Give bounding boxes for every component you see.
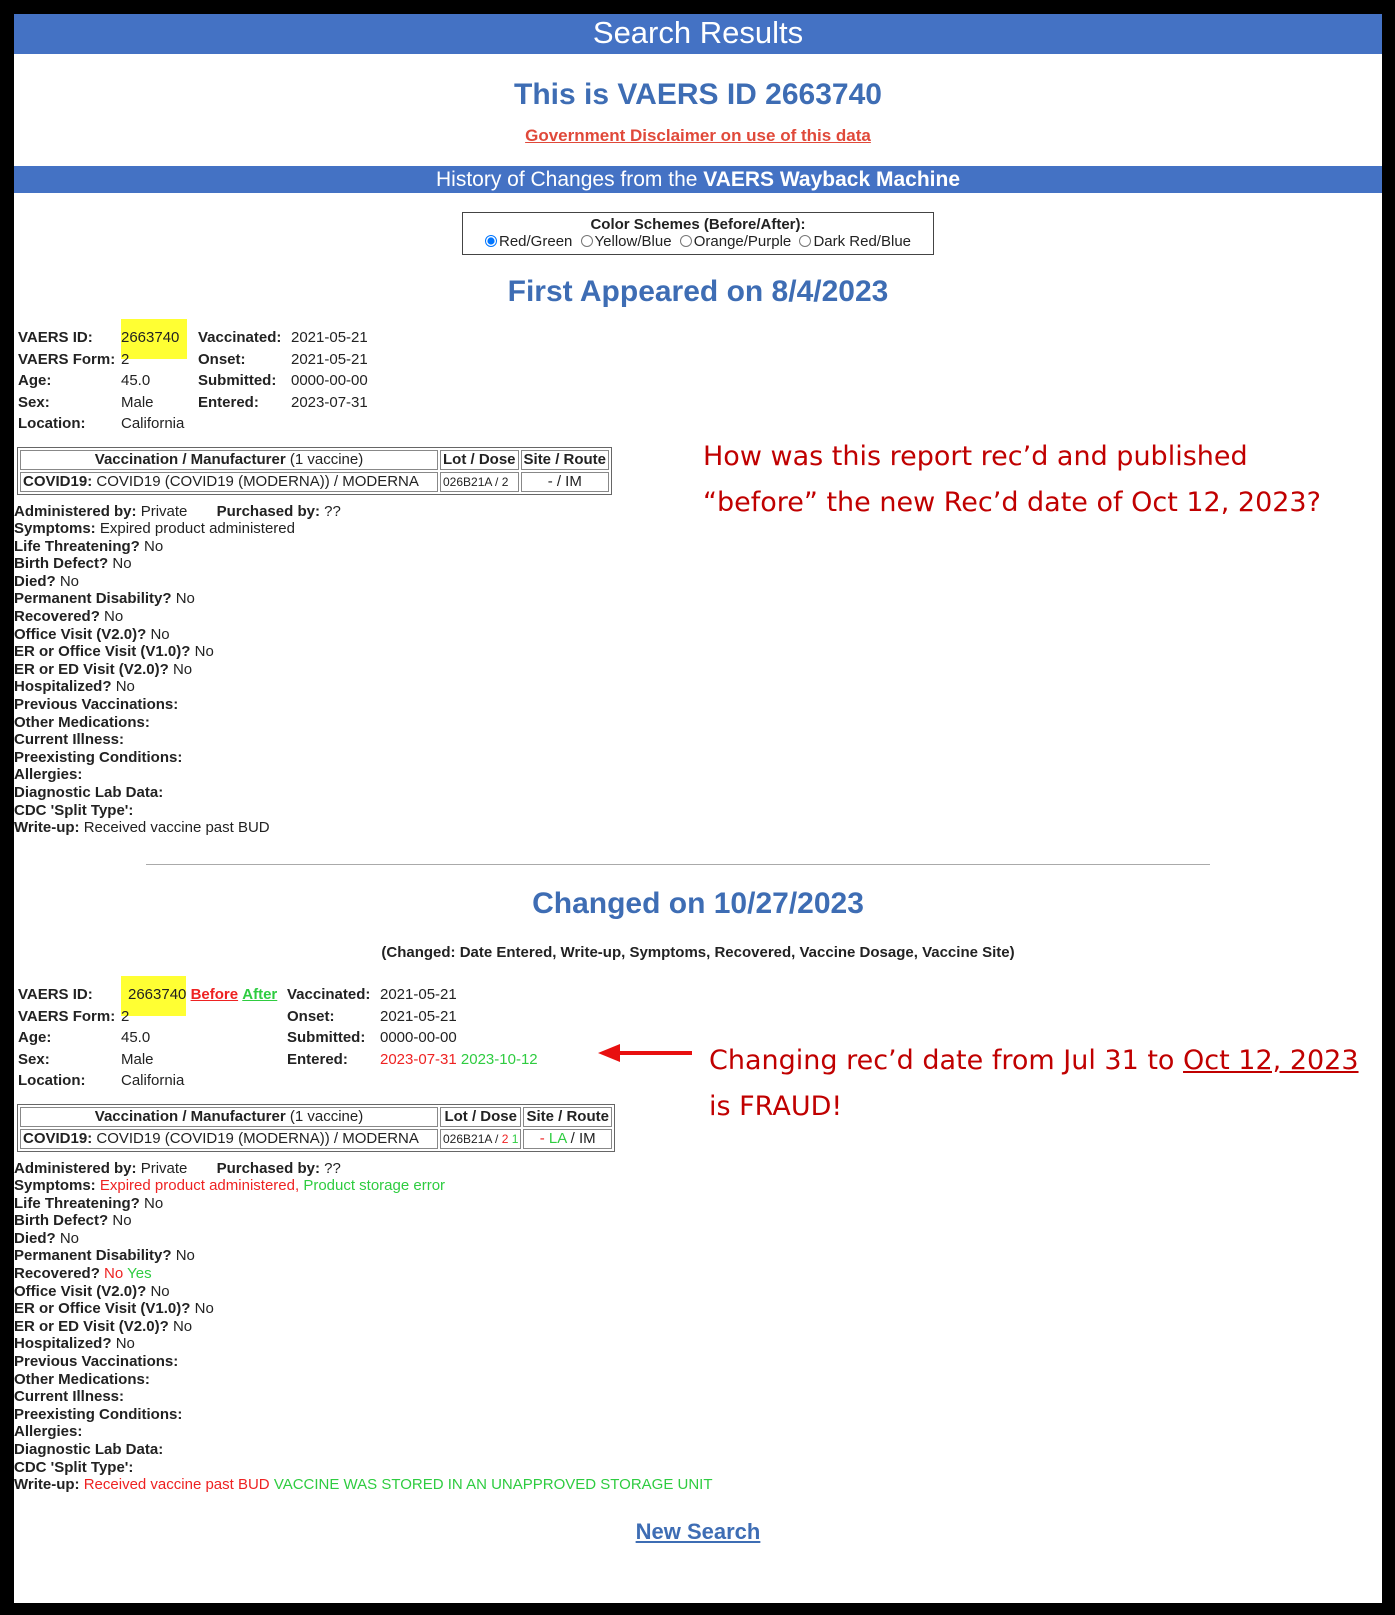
label-age: Age: [18, 1029, 52, 1046]
changed-current-illness-row: Current Illness: [14, 1388, 125, 1406]
scheme-option-orange-purple[interactable]: Orange/Purple [680, 233, 792, 250]
color-scheme-title: Color Schemes (Before/After): [590, 216, 806, 233]
changed-allergies-row: Allergies: [14, 1423, 83, 1441]
red-arrow-icon [598, 1041, 694, 1065]
label-vaers-id: VAERS ID: [18, 986, 93, 1003]
page-title: This is VAERS ID 2663740 [514, 78, 882, 111]
changed-birth-defect-row: Birth Defect? No [14, 1212, 132, 1230]
changed-vaccinated: 2021-05-21 [380, 986, 457, 1003]
label-entered: Entered: [198, 393, 259, 411]
first-office-visit-row: Office Visit (V2.0)? No [14, 625, 170, 643]
scheme-radio-red-green[interactable] [485, 235, 497, 247]
first-write-up-row: Write-up: Received vaccine past BUD [14, 819, 270, 837]
first-entered: 2023-07-31 [291, 393, 368, 411]
changed-details [14, 1160, 1382, 1494]
first-symptoms-row: Symptoms: Expired product administered [14, 520, 295, 538]
changed-administered-row: Administered by: Private Purchased by: ?? [14, 1159, 341, 1177]
changed-other-meds-row: Other Medications: [14, 1370, 150, 1388]
label-onset: Onset: [198, 350, 246, 368]
changed-preexisting-row: Preexisting Conditions: [14, 1405, 183, 1423]
changed-died-row: Died? No [14, 1229, 80, 1247]
label-onset: Onset: [287, 1007, 335, 1025]
first-vaccine-table [17, 447, 612, 495]
label-vaers-form: VAERS Form: [18, 1007, 116, 1025]
changed-split-type-row: CDC 'Split Type': [14, 1458, 134, 1476]
scheme-radio-yellow-blue[interactable] [581, 235, 593, 247]
changed-vaers-form: 2 [121, 1007, 130, 1025]
scheme-option-red-green[interactable]: Red/Green [485, 233, 572, 250]
label-submitted: Submitted: [198, 372, 277, 389]
first-previous-vax-row: Previous Vaccinations: [14, 696, 179, 714]
first-died-row: Died? No [14, 572, 80, 590]
first-onset: 2021-05-21 [291, 350, 368, 368]
first-disability-row: Permanent Disability? No [14, 590, 195, 608]
first-recovered-row: Recovered? No [14, 608, 124, 626]
changed-sex: Male [121, 1050, 154, 1068]
changed-previous-vax-row: Previous Vaccinations: [14, 1353, 179, 1371]
first-age: 45.0 [121, 372, 151, 389]
changed-vaers-id: 2663740 Before After [120, 984, 286, 1006]
first-vaccine-name: COVID19: COVID19 (COVID19 (MODERNA)) / MODERNA [20, 472, 438, 492]
first-appeared-title: First Appeared on 8/4/2023 [507, 275, 889, 308]
disclaimer-link[interactable]: Government Disclaimer on use of this data [525, 126, 871, 145]
changed-office-visit-row: Office Visit (V2.0)? No [14, 1282, 170, 1300]
before-link[interactable]: Before [190, 986, 239, 1003]
history-bar-bold: VAERS Wayback Machine [703, 168, 961, 191]
changed-location: California [121, 1072, 185, 1089]
site-col-header: Site / Route [523, 1107, 612, 1127]
label-sex: Sex: [18, 393, 50, 411]
first-split-type-row: CDC 'Split Type': [14, 801, 134, 819]
first-site-route: - / IM [521, 472, 610, 492]
changed-subtitle: (Changed: Date Entered, Write-up, Symptoms, Recovered, Vaccine Dosage, Vaccine Site) [381, 944, 1015, 961]
first-lot-dose: 026B21A / 2 [440, 472, 519, 492]
page-frame [14, 14, 1382, 1603]
changed-er-ed-row: ER or ED Visit (V2.0)? No [14, 1317, 193, 1335]
after-link[interactable]: After [242, 986, 278, 1003]
first-other-meds-row: Other Medications: [14, 713, 150, 731]
scheme-option-dark-red-blue[interactable]: Dark Red/Blue [799, 233, 911, 250]
history-bar-prefix: History of Changes from the [435, 168, 704, 191]
first-allergies-row: Allergies: [14, 766, 83, 784]
label-vaers-id: VAERS ID: [18, 329, 93, 346]
changed-entered: 2023-07-31 2023-10-12 [380, 1050, 538, 1068]
changed-onset: 2021-05-21 [380, 1007, 457, 1025]
label-location: Location: [18, 415, 86, 432]
changed-recovered-row: Recovered? No Yes [14, 1265, 152, 1283]
first-er-office-row: ER or Office Visit (V1.0)? No [14, 643, 214, 661]
lot-col-header: Lot / Dose [440, 1107, 521, 1127]
changed-vaccine-table [17, 1104, 615, 1152]
first-details [14, 503, 1382, 837]
changed-write-up-row: Write-up: Received vaccine past BUD VACCINE WAS STORED IN AN UNAPPROVED STORAGE UNIT [14, 1476, 713, 1494]
changed-site-route: - LA / IM [523, 1129, 612, 1149]
first-birth-defect-row: Birth Defect? No [14, 555, 132, 573]
changed-title: Changed on 10/27/2023 [532, 887, 864, 920]
site-col-header: Site / Route [521, 450, 610, 470]
changed-submitted: 0000-00-00 [380, 1029, 457, 1046]
first-lab-data-row: Diagnostic Lab Data: [14, 784, 164, 801]
annotation-question: How was this report rec’d and published “before” the new Rec’d date of Oct 12, 2023? [703, 441, 1321, 518]
changed-age: 45.0 [121, 1029, 151, 1046]
changed-er-office-row: ER or Office Visit (V1.0)? No [14, 1300, 214, 1318]
header-title: Search Results [592, 15, 804, 50]
section-divider [146, 864, 1210, 865]
scheme-option-yellow-blue[interactable]: Yellow/Blue [581, 233, 672, 250]
changed-disability-row: Permanent Disability? No [14, 1247, 195, 1265]
changed-summary-table [17, 984, 539, 1092]
label-vaers-form: VAERS Form: [18, 350, 116, 368]
color-scheme-selector [462, 212, 934, 255]
label-age: Age: [18, 372, 52, 389]
lot-col-header: Lot / Dose [440, 450, 519, 470]
changed-lot-dose: 026B21A / 2 1 [440, 1129, 521, 1149]
changed-life-threatening-row: Life Threatening? No [14, 1194, 164, 1212]
label-submitted: Submitted: [287, 1029, 366, 1046]
first-life-threatening-row: Life Threatening? No [14, 537, 164, 555]
first-administered-row: Administered by: Private Purchased by: ?? [14, 502, 341, 520]
scheme-radio-orange-purple[interactable] [680, 235, 692, 247]
scheme-radio-dark-red-blue[interactable] [799, 235, 811, 247]
first-sex: Male [121, 393, 154, 411]
label-location: Location: [18, 1072, 86, 1089]
new-search-link[interactable]: New Search [635, 1519, 761, 1544]
changed-vaccine-name: COVID19: COVID19 (COVID19 (MODERNA)) / MODERNA [20, 1129, 438, 1149]
label-vaccinated: Vaccinated: [198, 329, 282, 346]
changed-hospitalized-row: Hospitalized? No [14, 1335, 135, 1353]
first-er-ed-row: ER or ED Visit (V2.0)? No [14, 660, 193, 678]
first-submitted: 0000-00-00 [291, 372, 368, 389]
history-bar [14, 166, 1382, 193]
vax-col-header: Vaccination / Manufacturer (1 vaccine) [20, 1107, 438, 1127]
label-sex: Sex: [18, 1050, 50, 1068]
label-vaccinated: Vaccinated: [287, 986, 371, 1003]
changed-lab-data-row: Diagnostic Lab Data: [14, 1441, 164, 1458]
search-results-header [14, 14, 1382, 54]
first-location: California [121, 415, 185, 432]
first-preexisting-row: Preexisting Conditions: [14, 748, 183, 766]
first-vaccinated: 2021-05-21 [291, 329, 368, 346]
first-vaers-id: 2663740 [120, 327, 197, 349]
first-current-illness-row: Current Illness: [14, 731, 125, 749]
annotation-fraud: Changing rec’d date from Jul 31 to Oct 12, 2023 is FRAUD! [709, 1045, 1359, 1122]
first-hospitalized-row: Hospitalized? No [14, 678, 135, 696]
label-entered: Entered: [287, 1050, 348, 1068]
first-vaers-form: 2 [121, 350, 130, 368]
vax-col-header: Vaccination / Manufacturer (1 vaccine) [20, 450, 438, 470]
first-summary-table [17, 327, 369, 435]
changed-symptoms-row: Symptoms: Expired product administered, Product storage error [14, 1177, 446, 1195]
